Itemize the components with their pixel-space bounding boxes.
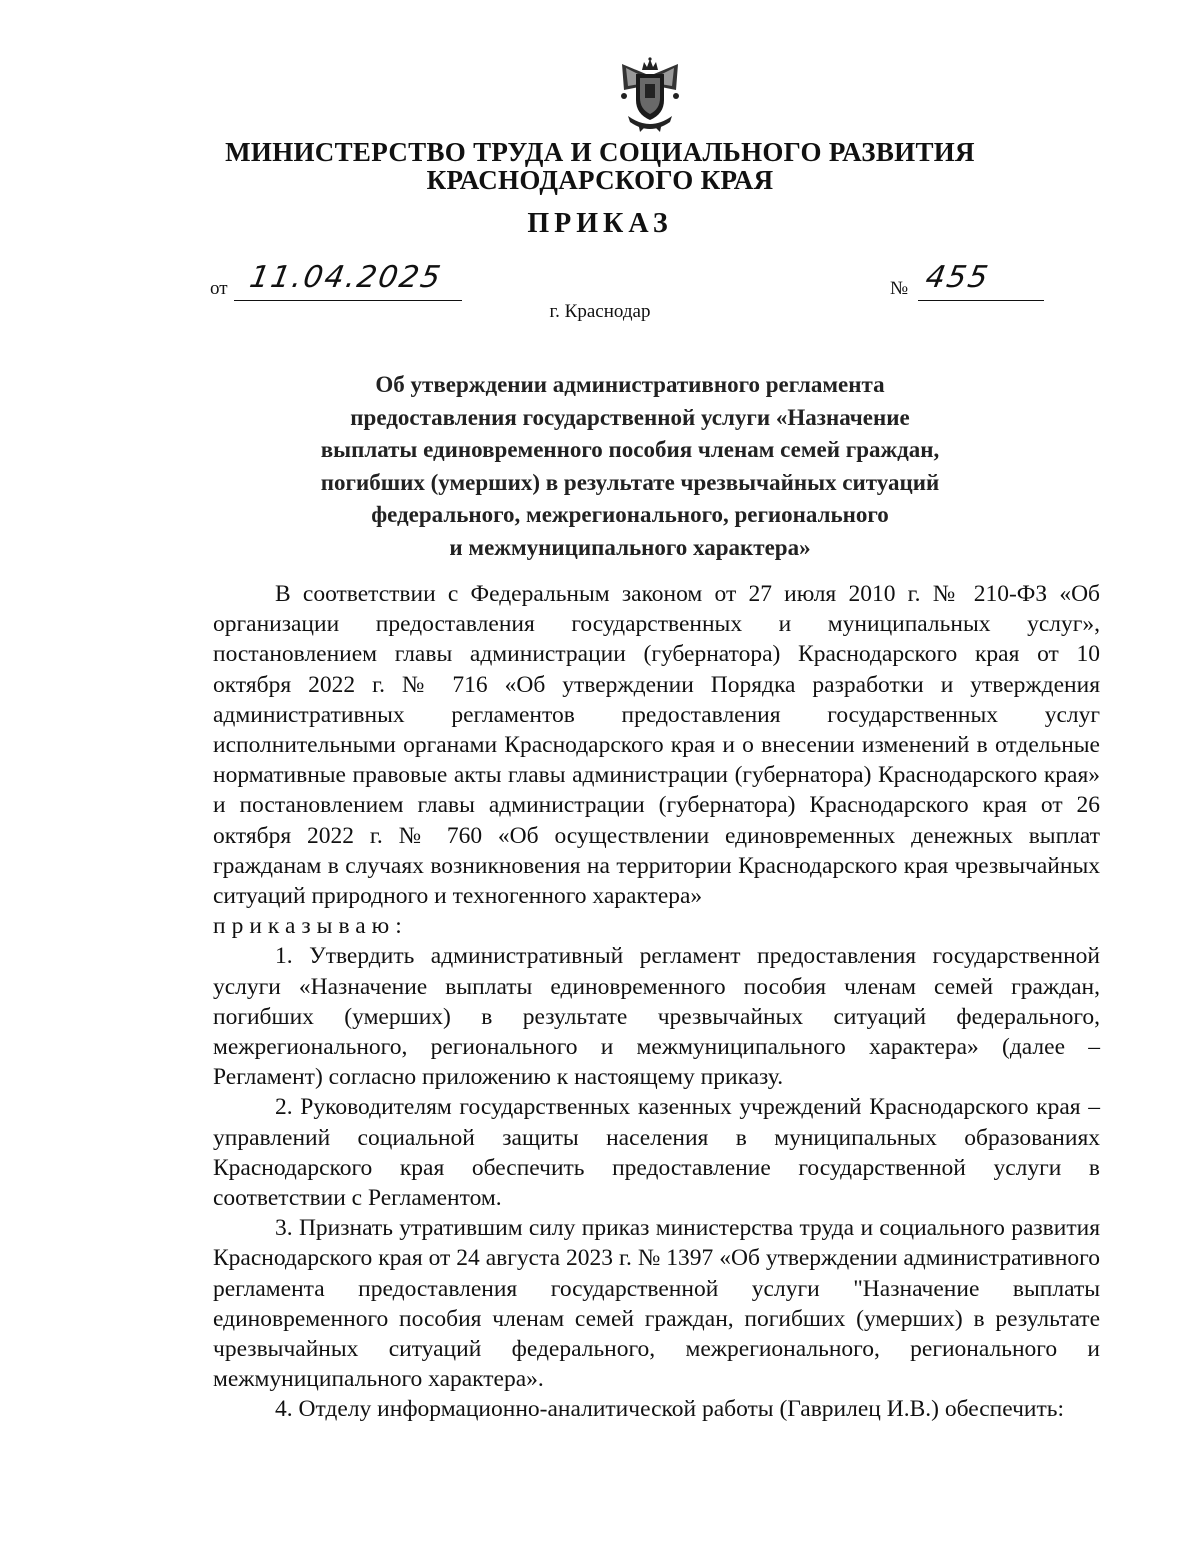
order-title-line: Об утверждении административного регламента: [375, 372, 885, 397]
order-title-line: выплаты единовременного пособия членам семей граждан,: [320, 437, 940, 462]
preamble-paragraph: В соответствии с Федеральным законом от 27 июля 2010 г. № 210-ФЗ «Об организации предоставления государственных и муниципальных услуг», постановлением главы администрации (губернатора) Краснодарского края от 10 октября 2022 г. № 716 «Об утверждении Порядка разработки и утверждения административных регламентов предоставления государственных услуг исполнительными органами Краснодарского края и о внесении изменений в отдельные нормативные правовые акты главы администрации (губернатора) Краснодарского края» и постановлением главы администрации (губернатора) Краснодарского края от 26 октября 2022 г. № 760 «Об осуществлении единовременных денежных выплат гражданам в случаях возникновения на территории Краснодарского края чрезвычайных ситуаций природного и техногенного характера»: [213, 581, 1100, 910]
order-verb: приказываю:: [213, 913, 408, 940]
document-type-heading: ПРИКАЗ: [527, 208, 673, 239]
order-title-line: и межмуниципального характера»: [449, 534, 811, 560]
number-prefix: №: [890, 278, 909, 299]
order-title: [250, 369, 1010, 564]
order-item-4: 4. Отделу информационно-аналитической работы (Гаврилец И.В.) обеспечить:: [275, 1396, 1065, 1423]
order-title-line: предоставления государственной услуги «Назначение: [350, 404, 910, 430]
city: г. Краснодар: [549, 301, 651, 322]
order-item-1: 1. Утвердить административный регламент предоставления государственной услуги «Назначение выплаты единовременного пособия членам семей граждан, погибших (умерших) в результате чрезвычайных ситуаций федерального, межрегионального, регионального и межмуниципального характера» (далее – Регламент) согласно приложению к настоящему приказу.: [213, 943, 1100, 1091]
date-prefix: от: [210, 278, 228, 299]
order-item-3: 3. Признать утратившим силу приказ министерства труда и социального развития Краснодарского края от 24 августа 2023 г. № 1397 «Об утверждении административного регламента предоставления государственной услуги "Назначение выплаты единовременного пособия членам семей граждан, погибших (умерших) в результате чрезвычайных ситуаций федерального, межрегионального, регионального и межмуниципального характера».: [213, 1215, 1100, 1393]
order-title-line: погибших (умерших) в результате чрезвычайных ситуаций: [320, 469, 940, 495]
handwritten-number: 455: [922, 260, 993, 295]
organization-name: [0, 138, 1200, 194]
organization-name-line-1: МИНИСТЕРСТВО ТРУДА И СОЦИАЛЬНОГО РАЗВИТИЯ: [225, 137, 975, 167]
handwritten-date: 11.04.2025: [246, 260, 445, 295]
order-body: [213, 579, 1100, 1425]
coat-of-arms-emblem: [612, 56, 688, 136]
organization-name-line-2: КРАСНОДАРСКОГО КРАЯ: [426, 165, 774, 195]
order-item-2: 2. Руководителям государственных казенных учреждений Краснодарского края – управлений социальной защиты населения в муниципальных образованиях Краснодарского края обеспечить предоставление государственной услуги в соответствии с Регламентом.: [213, 1094, 1100, 1212]
order-title-line: федерального, межрегионального, регионального: [371, 502, 889, 527]
